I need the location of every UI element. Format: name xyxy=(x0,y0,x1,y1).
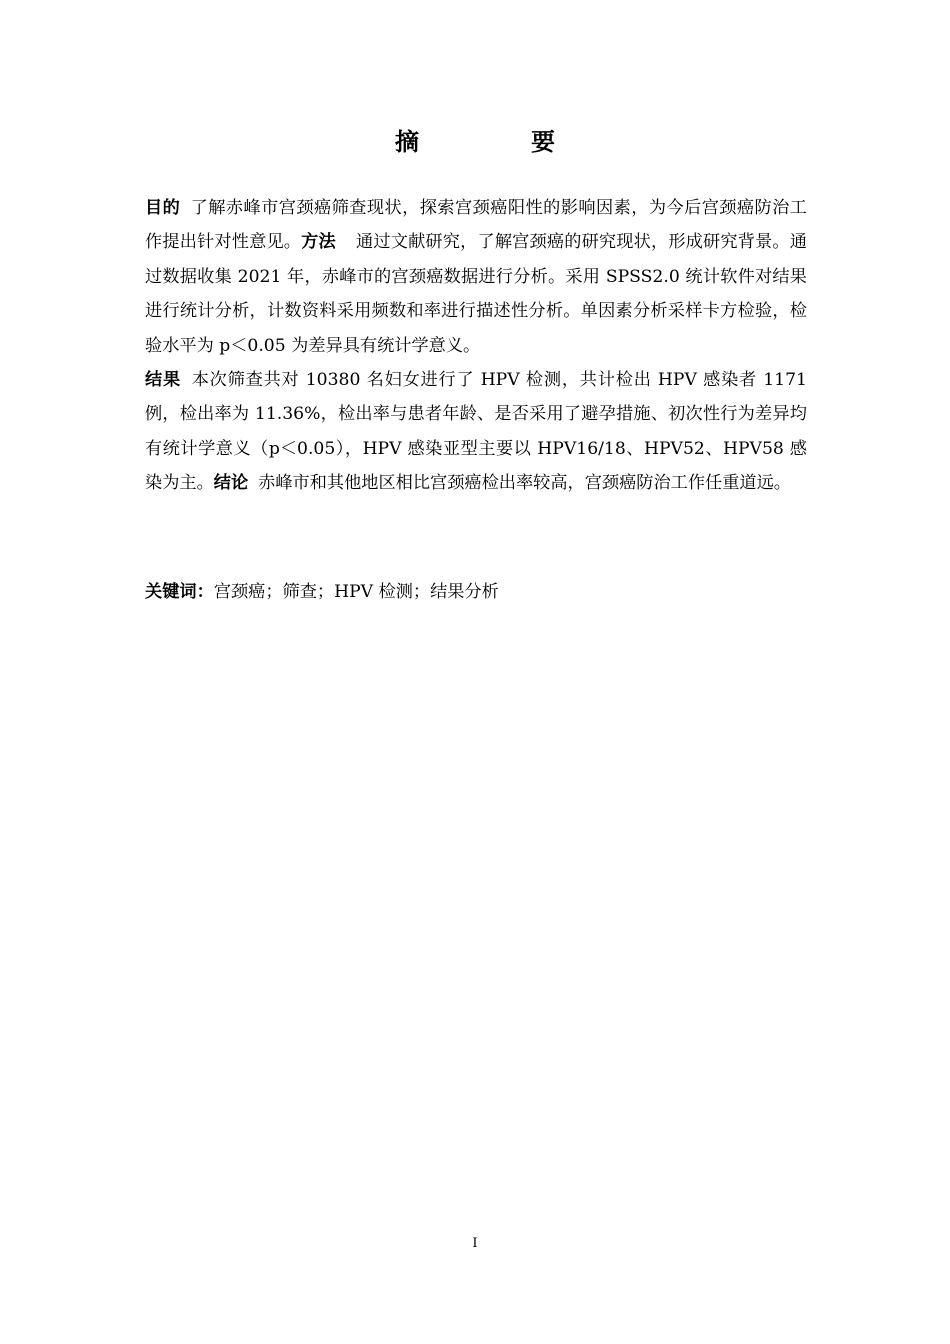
page-number: I xyxy=(472,1236,478,1251)
abstract-paragraph xyxy=(145,191,807,501)
methods-label: 方法 xyxy=(301,232,336,253)
conclusion-text: 赤峰市和其他地区相比宫颈癌检出率较高，宫颈癌防治工作任重道远。 xyxy=(258,473,791,494)
methods-text: 通过文献研究，了解宫颈癌的研究现状，形成研究背景。通过数据收集 2021 年，赤峰市的宫颈癌数据进行分析。采用 SPSS2.0 统计软件对结果进行统计分析，计数资料采用频数和率进行描述性分析。单因素分析采样卡方检验，检验水平为 p＜0.05 为差异具有统计学意义。 xyxy=(145,232,807,356)
objective-text: 了解赤峰市宫颈癌筛查现状，探索宫颈癌阳性的影响因素，为今后宫颈癌防治工作提出针对性意见。 xyxy=(145,198,807,253)
keywords-label: 关键词： xyxy=(145,582,214,602)
results-text: 本次筛查共对 10380 名妇女进行了 HPV 检测，共计检出 HPV 感染者 1171 例，检出率为 11.36%，检出率与患者年龄、是否采用了避孕措施、初次性行为差异均有统计学意义（p＜0.05），HPV 感染亚型主要以 HPV16/18、HPV52、HPV58 感染为主。 xyxy=(145,370,807,494)
results-label: 结果 xyxy=(145,370,181,391)
page-title: 摘 要 xyxy=(395,127,599,156)
conclusion-label: 结论 xyxy=(213,473,249,494)
keywords xyxy=(145,575,807,609)
objective-label: 目的 xyxy=(145,198,181,218)
keywords-text: 宫颈癌；筛查；HPV 检测；结果分析 xyxy=(213,582,499,602)
abstract-body xyxy=(145,191,807,501)
